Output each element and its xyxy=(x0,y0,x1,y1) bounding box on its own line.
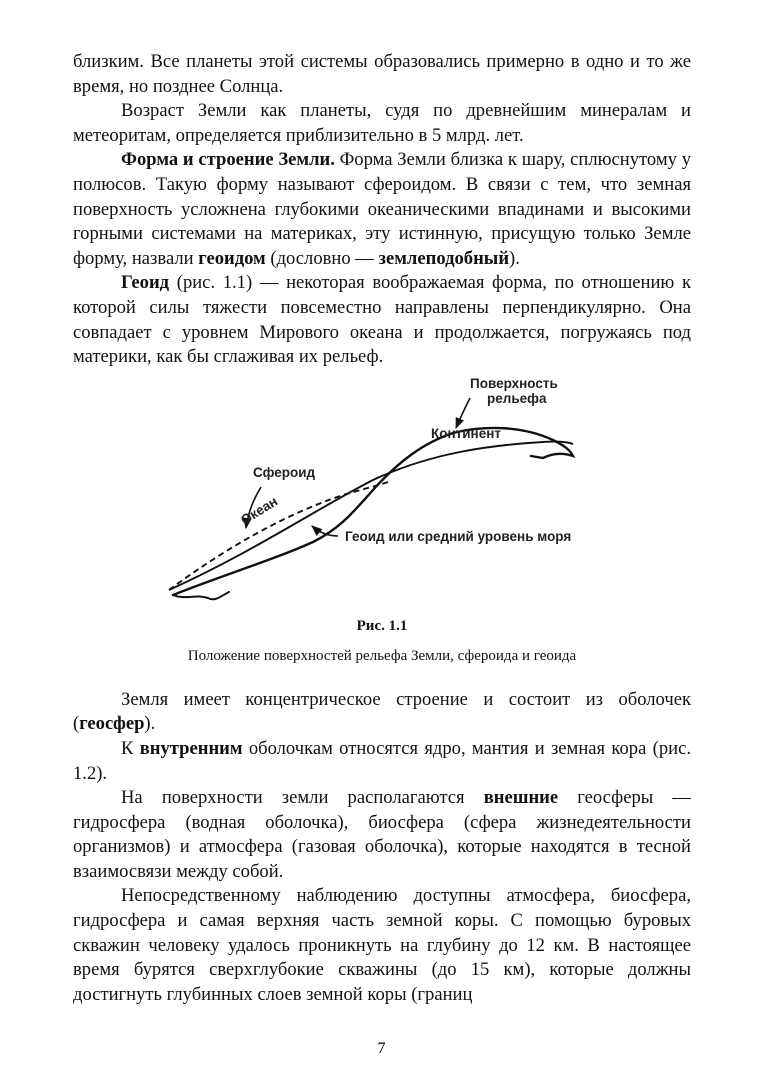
paragraph-shape-structure xyxy=(73,148,691,271)
label-geoid: Геоид или средний уровень моря xyxy=(345,528,572,544)
paragraph-text: (дословно — xyxy=(265,247,379,269)
figure-caption-title: Рис. 1.1 xyxy=(356,617,408,634)
paragraph-internal xyxy=(73,737,691,786)
page-body xyxy=(73,50,691,1007)
paragraph-geospheres xyxy=(73,688,691,737)
paragraph-text: Земля имеет концентрическое строение и состоит из оболочек ( xyxy=(73,688,691,735)
label-spheroid: Сфероид xyxy=(253,464,316,480)
paragraph-text: На поверхности земли располагаются xyxy=(121,787,484,809)
paragraph-text: геосферы — гидросфера (водная оболочка), биосфера (сфера жизнедеятельности организмов) и атмосфера (газовая оболочка), которые находятся в тесной взаимосвязи между собой. xyxy=(73,787,691,882)
term-external: внешние xyxy=(483,787,559,809)
paragraph-text: оболочкам относятся ядро, мантия и земная кора (рис. 1.2). xyxy=(73,737,691,784)
paragraph-text: К xyxy=(121,737,140,759)
paragraph-2: Возраст Земли как планеты, судя по древнейшим минералам и метеоритам, определяется приблизительно в 5 млрд. лет. xyxy=(73,100,691,146)
label-ocean: Океан xyxy=(238,493,281,528)
paragraph-text: ). xyxy=(144,713,156,735)
paragraph-text: ). xyxy=(509,247,520,269)
ocean-floor-line xyxy=(173,592,229,599)
page-number: 7 xyxy=(377,1040,386,1057)
term-geoid: геоидом xyxy=(198,247,266,269)
paragraph-text: Форма Земли близка к шару, сплюснутому у полюсов. Такую форму называют сфероидом. В связи с тем, что земная поверхность усложнена глубокими океаническими впадинами и высокими горными системами на материках, эту истинную, присущую только Земле форму, назвали xyxy=(73,149,691,269)
paragraph-observation: Непосредственному наблюдению доступны атмосфера, биосфера, гидросфера и самая верхняя часть земной коры. С помощью буровых скважин человеку удалось проникнуть на глубину до 12 км. В настоящее время бурятся сверхглубокие скважины (до 15 км), которые должны достигнуть глубинных слоев земной коры (границ xyxy=(73,885,691,1005)
label-continent: Континент xyxy=(431,425,501,441)
geoid-line xyxy=(169,441,573,589)
term-internal: внутренним xyxy=(139,737,243,759)
label-relief-surface-1: Поверхность xyxy=(470,375,558,391)
paragraph-text: (рис. 1.1) — некоторая воображаемая форма, по отношению к которой силы тяжести повсеместно направлены перпендикулярно. Она совпадает с уровнем Мирового океана и продолжается, погружаясь под материки, как бы сглаживая их рельеф. xyxy=(73,272,691,368)
figure-1-1 xyxy=(73,370,691,688)
term-earthlike: землеподобный xyxy=(378,247,510,269)
figure-diagram xyxy=(73,370,691,610)
arrow-relief xyxy=(456,398,470,428)
term-geoid-def: Геоид xyxy=(121,272,170,294)
paragraph-geoid xyxy=(73,271,691,369)
section-heading: Форма и строение Земли. xyxy=(121,149,335,171)
figure-caption-text: Положение поверхностей рельефа Земли, сфероида и геоида xyxy=(187,647,577,664)
paragraph-1: близким. Все планеты этой системы образовались примерно в одно и то же время, но позднее Солнца. xyxy=(73,51,691,97)
label-relief-surface-2: рельефа xyxy=(487,390,547,406)
paragraph-external xyxy=(73,786,691,884)
term-geospheres: геосфер xyxy=(79,713,145,735)
relief-surface-line xyxy=(173,425,573,595)
